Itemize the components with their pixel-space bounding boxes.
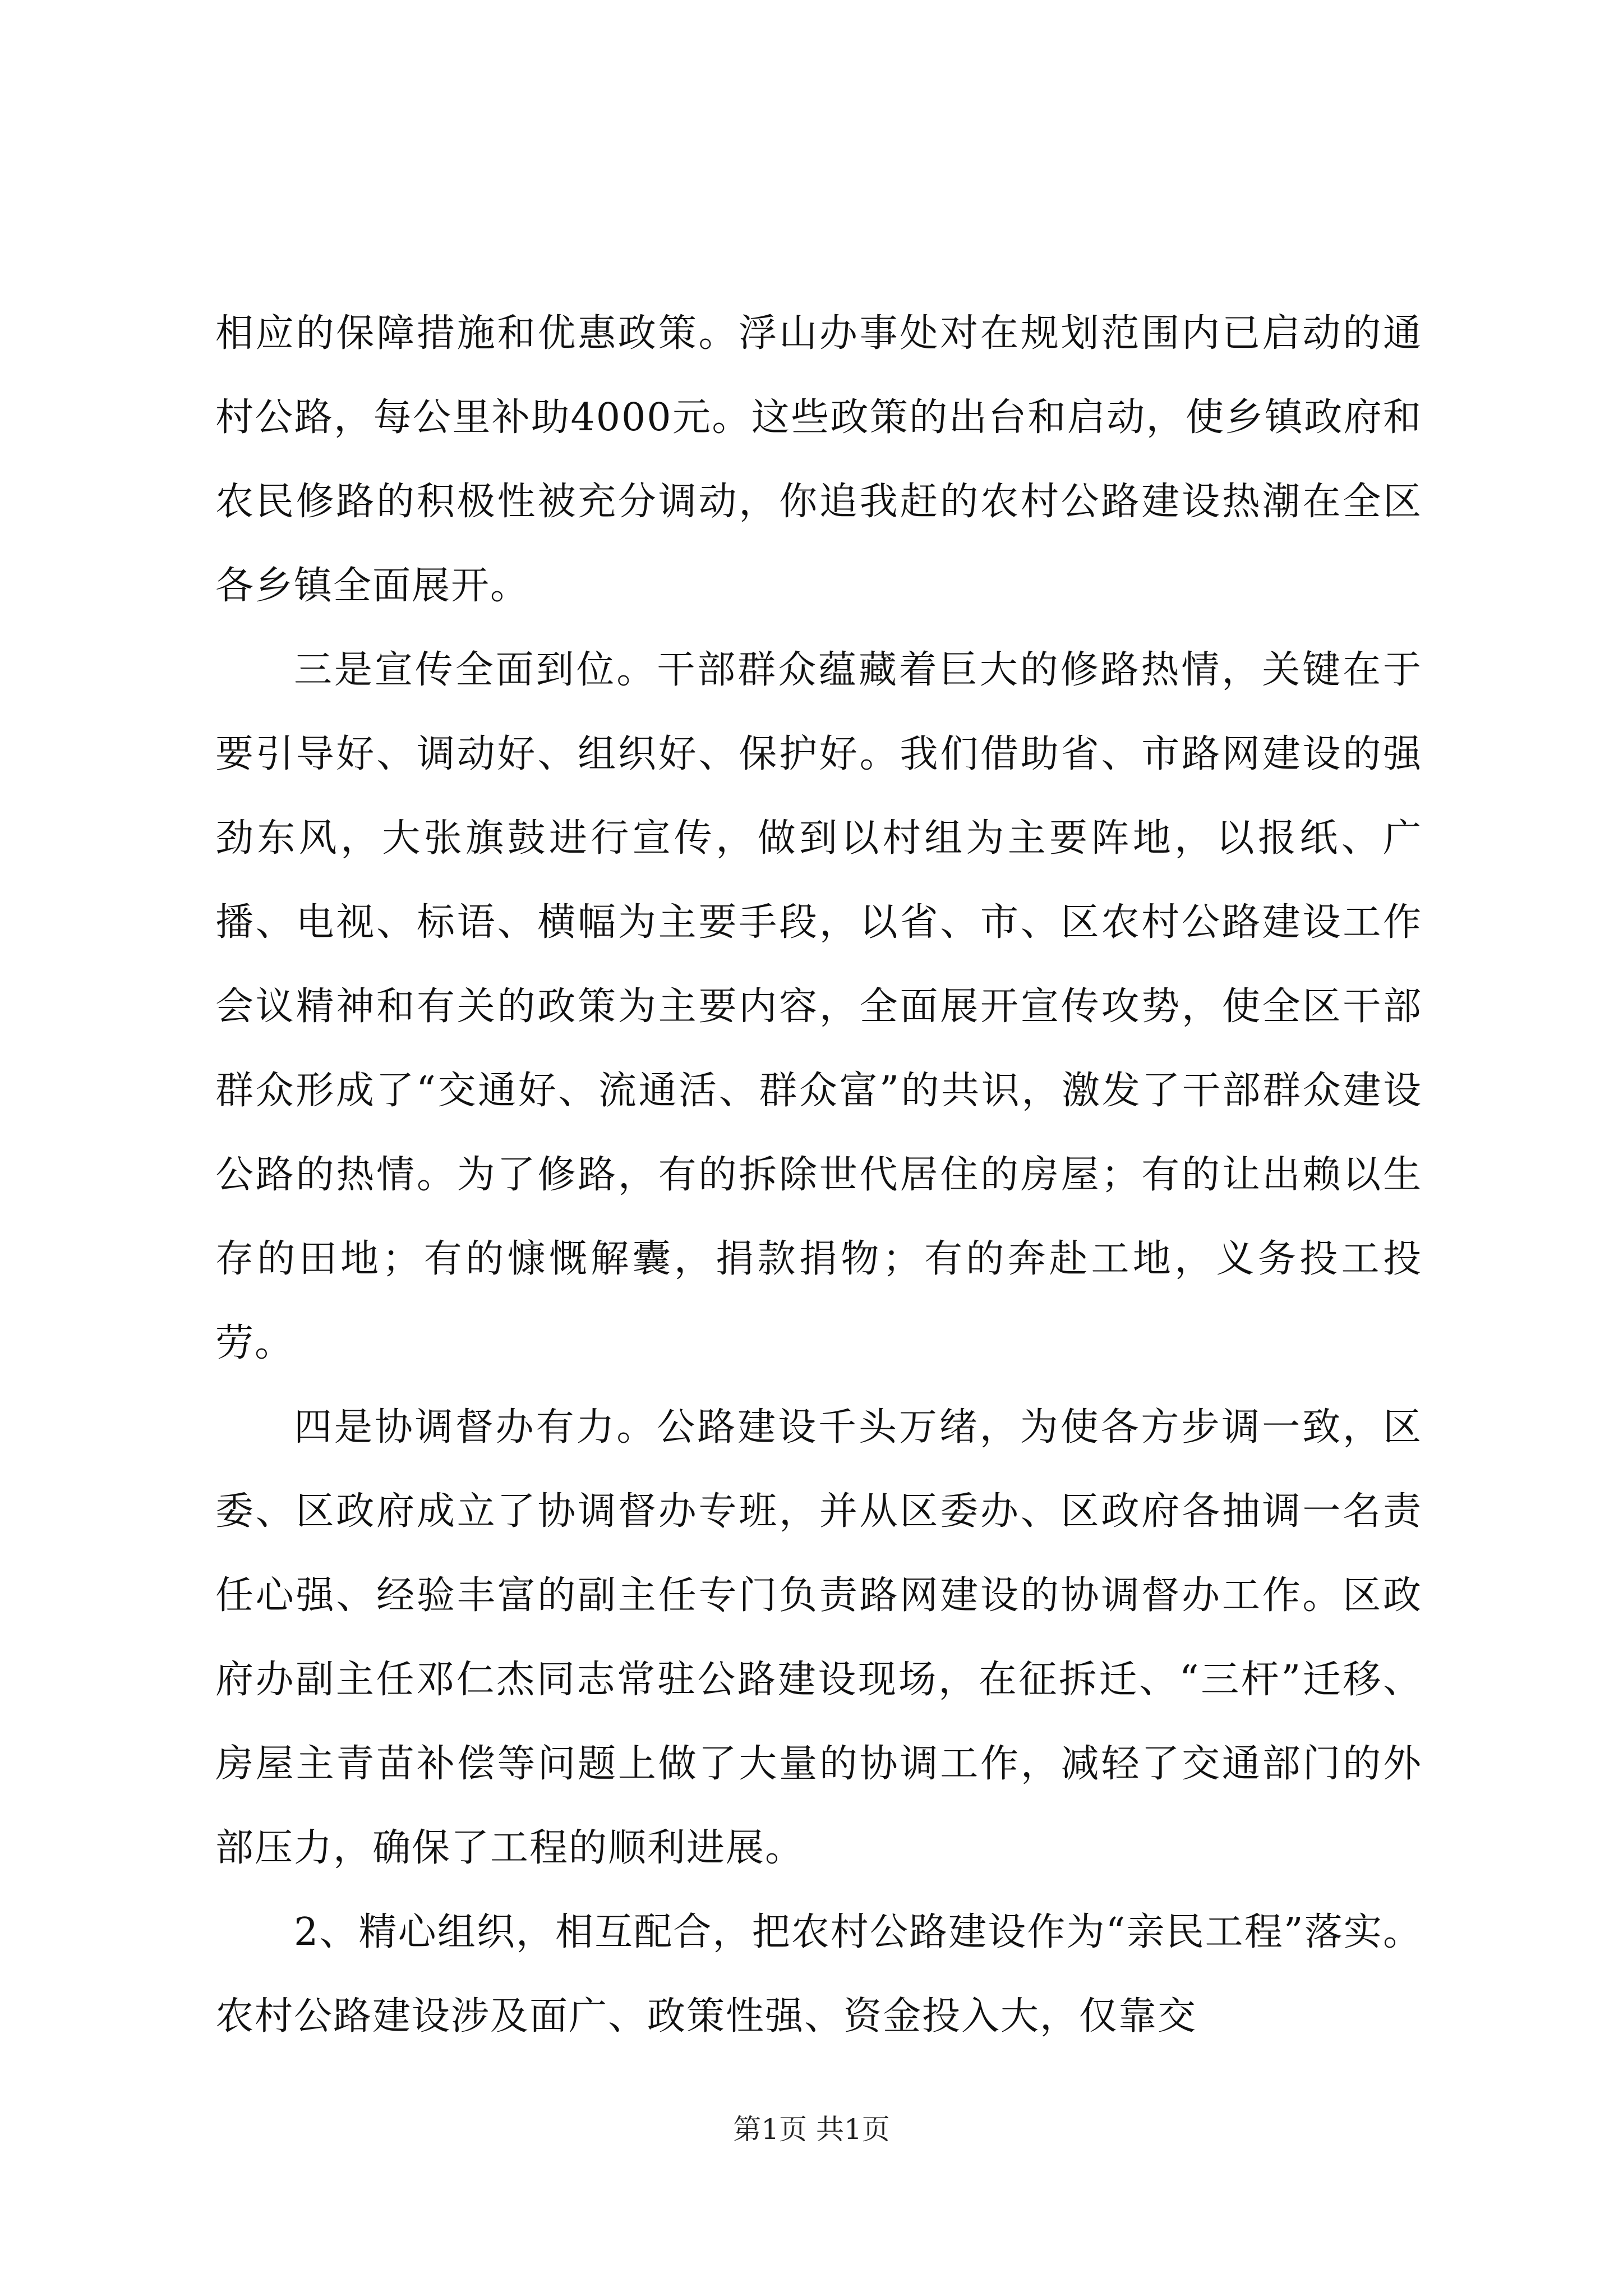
paragraph-2: 三是宣传全面到位。干部群众蕴藏着巨大的修路热情，关键在于要引导好、调动好、组织好、保护好。我们借助省、市路网建设的强劲东风，大张旗鼓进行宣传，做到以村组为主要阵地，以报纸、广播、电视、标语、横幅为主要手段，以省、市、区农村公路建设工作会议精神和有关的政策为主要内容，全面展开宣传攻势，使全区干部群众形成了“交通好、流通活、群众富”的共识，激发了干部群众建设公路的热情。为了修路，有的拆除世代居住的房屋；有的让出赖以生存的田地；有的慷慨解囊，捐款捐物；有的奔赴工地，义务投工投劳。 [215,648,1422,1365]
paragraph-1: 相应的保障措施和优惠政策。浮山办事处对在规划范围内已启动的通村公路，每公里补助4000元。这些政策的出台和启动，使乡镇政府和农民修路的积极性被充分调动，你追我赶的农村公路建设热潮在全区各乡镇全面展开。 [215,311,1422,608]
document-body [215,292,1422,2059]
page-number-footer: 第1页 共1页 [733,2113,890,2146]
paragraph-3: 四是协调督办有力。公路建设千头万绪，为使各方步调一致，区委、区政府成立了协调督办专班，并从区委办、区政府各抽调一名责任心强、经验丰富的副主任专门负责路网建设的协调督办工作。区政府办副主任邓仁杰同志常驻公路建设现场，在征拆迁、“三杆”迁移、房屋主青苗补偿等问题上做了大量的协调工作，减轻了交通部门的外部压力，确保了工程的顺利进展。 [215,1405,1422,1870]
paragraph-4: 2、精心组织，相互配合，把农村公路建设作为“亲民工程”落实。农村公路建设涉及面广、政策性强、资金投入大，仅靠交 [215,1910,1422,2039]
